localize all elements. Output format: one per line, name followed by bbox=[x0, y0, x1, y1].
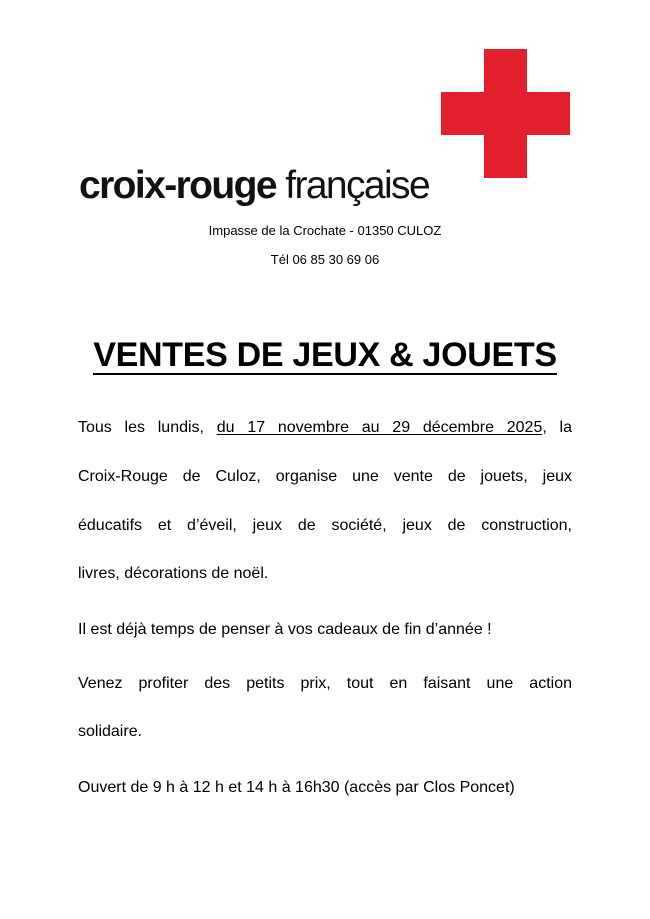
date-range-underlined: du 17 novembre au 29 décembre 2025 bbox=[216, 419, 543, 436]
address-street: Impasse de la Crochate - 01350 CULOZ bbox=[208, 223, 442, 238]
address-line bbox=[0, 223, 650, 239]
page-title-text: VENTES DE JEUX & JOUETS bbox=[93, 336, 557, 374]
paragraph-3-line-2: solidaire. bbox=[78, 723, 143, 740]
paragraph-4-opening-hours: Ouvert de 9 h à 12 h et 14 h à 16h30 (accès par Clos Poncet) bbox=[78, 779, 515, 796]
organization-logo-text bbox=[79, 163, 429, 209]
paragraph-1-line-4: livres, décorations de noël. bbox=[78, 565, 269, 582]
paragraph-1-line-1 bbox=[78, 418, 572, 438]
paragraph-1-line-3: éducatifs et d’éveil, jeux de société, jeux de construction, bbox=[78, 517, 572, 534]
logo-name-bold: croix-rouge bbox=[79, 164, 276, 207]
p1-line1-start: Tous les lundis, bbox=[78, 419, 217, 436]
paragraph-1-line-2: Croix-Rouge de Culoz, organise une vente de jouets, jeux bbox=[78, 468, 572, 485]
cross-horizontal-bar bbox=[441, 92, 570, 135]
address-phone: Tél 06 85 30 69 06 bbox=[270, 252, 380, 267]
paragraph-2: Il est déjà temps de penser à vos cadeaux de fin d’année ! bbox=[78, 621, 492, 638]
page-title bbox=[0, 336, 650, 375]
paragraph-3-line-1: Venez profiter des petits prix, tout en faisant une action bbox=[78, 675, 572, 692]
phone-line bbox=[0, 252, 650, 268]
logo-name-light: française bbox=[285, 164, 430, 207]
p1-line1-end: , la bbox=[542, 419, 573, 436]
